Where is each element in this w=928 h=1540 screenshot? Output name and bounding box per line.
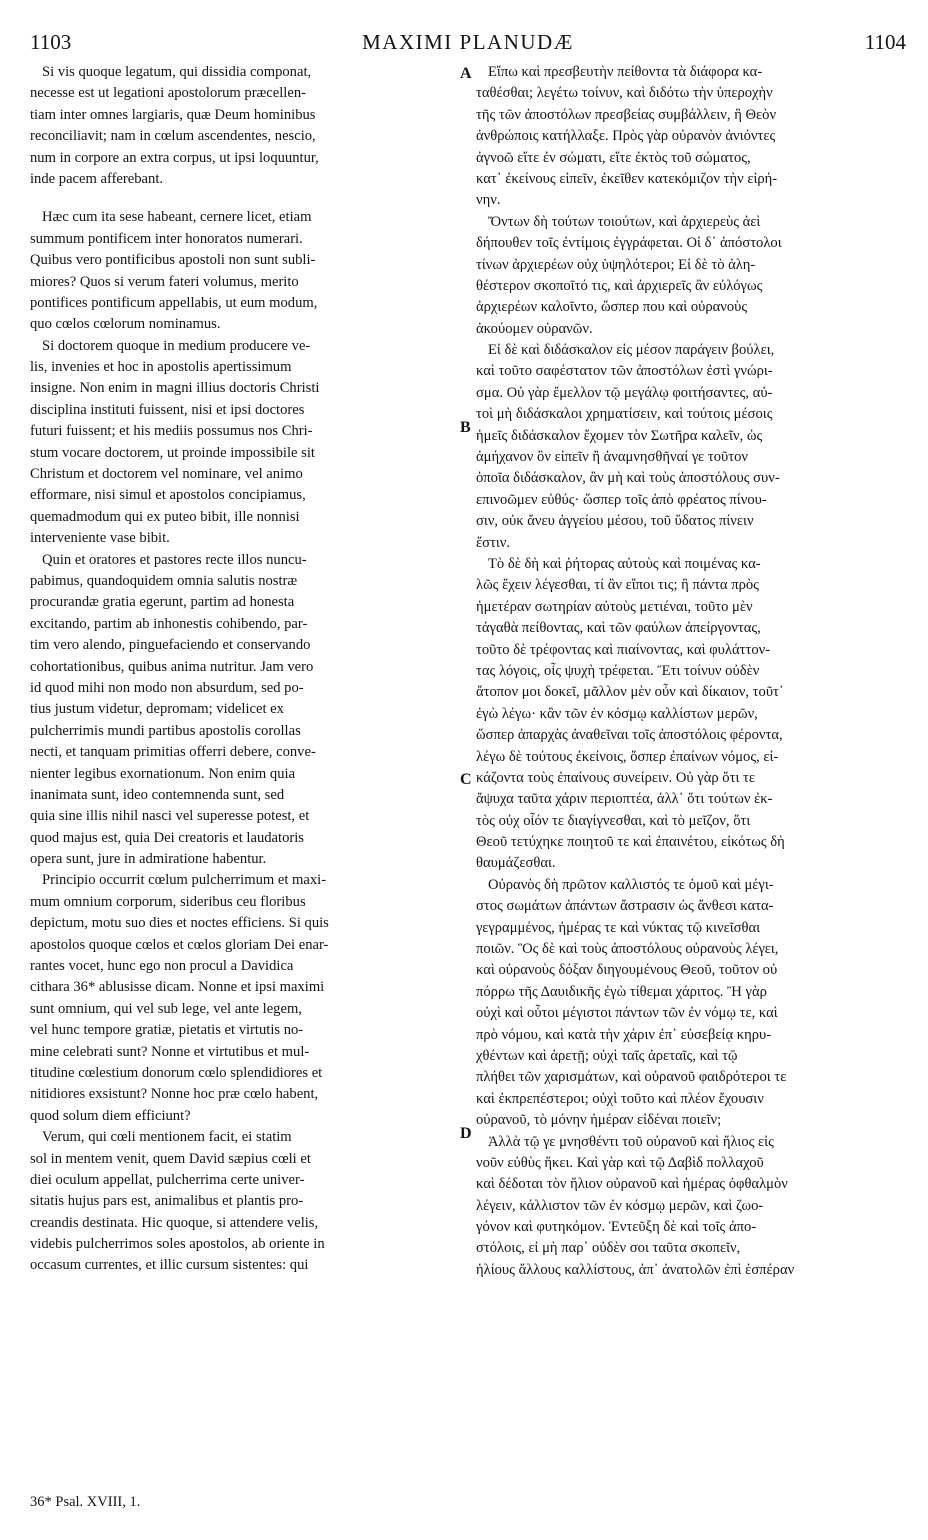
greek-text-line: χθέντων καὶ ἀρετῇ; οὐχὶ ταῖς ἀρεταῖς, καὶ τῷ (476, 1047, 738, 1064)
greek-text-line: ἐγὼ λέγω· κἂν τῶν ἐν κόσμῳ καλλίστων μερῶν, (476, 705, 758, 722)
latin-text-line: Quibus vero pontificibus apostoli non sunt subli- (30, 252, 316, 269)
latin-text-line: Hæc cum ita sese habeant, cernere licet, etiam (42, 209, 312, 226)
greek-text-line: Θεοῦ τετύχηκε ποιητοῦ τε καὶ ἐπαινέτου, εἰκότως δὴ (476, 834, 785, 851)
greek-text-line: Ἀλλὰ τῷ γε μνησθέντι τοῦ οὐρανοῦ καὶ ἥλιος εἰς (488, 1133, 774, 1150)
latin-text-line: titudine cœlestium donorum cœlo splendidiores et (30, 1064, 323, 1081)
greek-text-line: ἡλίους ἄλλους καλλίστους, ἀπ᾽ ἀνατολῶν ἐπὶ ἑσπέραν (476, 1261, 795, 1278)
greek-text-line: πόρρω τῆς Δαυιδικῆς ἐγὼ τίθεμαι χάριτος. Ἢ γὰρ (476, 983, 767, 1000)
latin-text-spacer (30, 190, 457, 207)
latin-text-line: reconciliavit; nam in cœlum ascendentes, nescio, (30, 128, 316, 145)
greek-column (476, 62, 907, 1281)
latin-text-line: sol in mentem venit, quem David sæpius cœli et (30, 1150, 311, 1167)
latin-text-line: Si doctorem quoque in medium producere ve- (42, 337, 311, 354)
latin-text-line: Christum et doctorem vel nominare, vel animo (30, 466, 303, 483)
latin-text-line: apostolos quoque cœlos et cœlos gloriam Dei enar- (30, 936, 329, 953)
latin-text-line: depictum, motu suo dies et noctes efficiens. Si quis (30, 915, 329, 932)
greek-text-line: στος σωμάτων ἁπάντων ἄστρασιν ὡς ἄνθεσι κατα- (476, 898, 774, 915)
greek-text-line: ταθέσθαι; λεγέτω τοίνυν, καὶ διδότω τὴν ὑπεροχὴν (476, 85, 773, 102)
greek-text-line: τίνων ἀρχιερέων οὐχ ὑψηλότεροι; Εἰ δὲ τὸ ἀλη- (476, 256, 756, 273)
latin-text-line: efformare, nisi simul et apostolos concipiamus, (30, 487, 306, 504)
greek-text-line: τας λόγοις, οἷς ψυχὴ τρέφεται. Ἔτι τοίνυν οὐδὲν (476, 662, 760, 679)
latin-text-line: vel hunc tempore gratiæ, pietatis et virtutis no- (30, 1022, 304, 1039)
greek-text-line: ἄτοπον μοι δοκεῖ, μᾶλλον μὲν οὖν καὶ δίκαιον, τοῦτ᾽ (476, 684, 784, 701)
greek-text-line: καὶ οὐρανοὺς δόξαν διηγουμένους Θεοῦ, τοῦτον οὐ (476, 962, 778, 979)
margin-marker-a: A (460, 65, 472, 82)
latin-text-line: cithara 36* ablusisse dicam. Nonne et ipsi maximi (30, 979, 325, 996)
latin-text-line: inde pacem afferebant. (30, 170, 164, 187)
latin-text-line: disciplina instituti fuissent, nisi et ipsi doctores (30, 401, 305, 418)
greek-text-line: τἀγαθὰ πείθοντας, καὶ τῶν φαύλων ἀπείργοντας, (476, 620, 761, 637)
latin-text-line: opera sunt, jure in admiratione habentur. (30, 851, 267, 868)
latin-text-line: tiam inter omnes largiaris, quæ Deum hominibus (30, 106, 316, 123)
greek-text-line: λῶς ἔχειν λέγεσθαι, τί ἂν εἴποι τις; ἢ πάντα πρὸς (476, 577, 759, 594)
greek-text-line: οὐρανοῦ, τὸ μόνην ἡμέραν εἰδέναι ποιεῖν; (476, 1112, 722, 1129)
greek-text-line: κατ᾽ ἐκείνους εἰπεῖν, ἐκεῖθεν κατεκόμιζον τὴν εἰρή- (476, 170, 778, 187)
greek-text-line: Εἰ δὲ καὶ διδάσκαλον εἰς μέσον παράγειν βούλει, (488, 342, 775, 359)
latin-text-line: num in corpore an extra corpus, ut ipsi loquuntur, (30, 149, 319, 166)
margin-marker-d: D (460, 1125, 472, 1142)
greek-text-line: κάζοντα τοὺς ἐπαίνους συνείρειν. Οὐ γὰρ ὅτι τε (476, 769, 756, 786)
latin-text-line: mum omnium corporum, sideribus ceu floribus (30, 893, 306, 910)
latin-text-line: sitatis hujus pars est, animalibus et plantis pro- (30, 1193, 304, 1210)
latin-text-line: nitidiores exsistunt? Nonne hoc præ cœlo habent, (30, 1086, 319, 1103)
greek-text-line: ὁποῖα διδάσκαλον, ἂν μὴ καὶ τοὺς ἀποστόλους συν- (476, 470, 780, 487)
greek-text-line: πρὸ νόμου, καὶ κατὰ τὴν χάριν ἐπ᾽ εὐσεβείᾳ κηρυ- (476, 1026, 772, 1043)
greek-text-line: ἀγνοῶ εἴτε ἐν σώματι, εἴτε ἐκτὸς τοῦ σώματος, (476, 149, 751, 166)
greek-text-line: ἀνθρώποις κατήλλαξε. Πρὸς γὰρ οὐρανὸν ἀνιόντες (476, 128, 776, 145)
latin-text-line: stum vocare doctorem, ut proinde impossibile sit (30, 444, 315, 461)
latin-text-line: videbis pulcherrimos soles apostolos, ab oriente in (30, 1236, 325, 1253)
greek-text-line: νην. (476, 192, 501, 209)
latin-text-line: necti, et tanquam primitias offerri debere, conve- (30, 744, 316, 761)
greek-text-line: σιν, οὐκ ἄνευ ἀγγείου μέσου, τοῦ ὕδατος πίνειν (476, 513, 754, 530)
greek-text-line: σμα. Οὐ γὰρ ἔμελλον τῷ μεγάλῳ φοιτήσαντες, αὐ- (476, 384, 773, 401)
latin-text-line: sunt omnium, qui vel sub lege, vel ante legem, (30, 1000, 302, 1017)
latin-text-line: pabimus, quandoquidem omnia salutis nostræ (30, 572, 298, 589)
greek-text-line: καὶ τοῦτο σαφέστατον τῶν ἀποστόλων ἐστὶ γνώρι- (476, 363, 773, 380)
latin-text-line: cohortationibus, quibus anima nutritur. Jam vero (30, 658, 314, 675)
latin-text-line: diei oculum appellat, pulcherrima certe univer- (30, 1171, 305, 1188)
latin-text-line: nienter legibus exornationum. Non enim quia (30, 765, 296, 782)
greek-text-line: τοῦτο δὲ τρέφοντας καὶ πιαίνοντας, καὶ φυλάττον- (476, 641, 771, 658)
greek-text-line: Τὸ δὲ δὴ καὶ ῥήτορας αὐτοὺς καὶ ποιμένας κα- (488, 555, 761, 572)
latin-text-line: futuri fuissent; et his mediis possumus nos Chri- (30, 423, 313, 440)
greek-text-line: πλήθει τῶν χαρισμάτων, καὶ οὐρανοῦ φαιδρότεροι τε (476, 1069, 787, 1086)
greek-text-line: γεγραμμένος, ἡμέρας τε καὶ νύκτας τῷ κινεῖσθαι (476, 919, 761, 936)
latin-text-line: tim vero alendo, pinguefaciendo et conservando (30, 637, 311, 654)
greek-text-line: ἀκούομεν οὐρανῶν. (476, 320, 593, 337)
latin-text-line: id quod mihi non modo non absurdum, sed po- (30, 679, 304, 696)
latin-text-line: Verum, qui cœli mentionem facit, ei statim (42, 1129, 292, 1146)
page-header (30, 30, 906, 54)
greek-text-line: ἄψυχα ταῦτα χάριν περιοπτέα, ἀλλ᾽ ὅτι τούτων ἐκ- (476, 791, 773, 808)
latin-text-line: quod solum diem efficiunt? (30, 1107, 191, 1124)
greek-text-line: τῆς τῶν ἀποστόλων πρεσβείας συμβάλλειν, ἣ Θεὸν (476, 106, 777, 123)
greek-text-line: θαυμάζεσθαι. (476, 855, 556, 872)
latin-text-line: Principio occurrit cœlum pulcherrimum et maxi- (42, 872, 327, 889)
latin-text-line: interveniente vase bibit. (30, 530, 170, 547)
greek-text-line: ἔστιν. (476, 534, 511, 551)
latin-text-line: pontifices pontificum appellabis, ut eum modum, (30, 294, 318, 311)
margin-marker-c: C (460, 771, 472, 788)
greek-text-line: καὶ ἐκπρεπέστεροι; οὐχὶ τοῦτο καὶ πλέον ἔχουσιν (476, 1090, 764, 1107)
latin-text-line: pulcherrimis mundi partibus apostolis corollas (30, 722, 301, 739)
latin-text-line: inanimata sunt, ideo contemnenda sunt, sed (30, 786, 285, 803)
greek-text-line: λέγω δὲ τούτους ἐκείνοις, ὅσπερ ἐπαίνων νόμος, εἰ- (476, 748, 779, 765)
greek-text-line: καὶ δέδοται τὸν ἥλιον οὐρανοῦ καὶ ἡμέρας ὀφθαλμὸν (476, 1176, 788, 1193)
greek-text-line: ἡμεῖς διδάσκαλον ἔχομεν τὸν Σωτῆρα καλεῖν, ὡς (476, 427, 763, 444)
latin-text-line: rantes vocet, hunc ego non procul a Davidica (30, 958, 294, 975)
latin-text-line: tius justum videtur, depromam; videlicet ex (30, 701, 284, 718)
latin-text-line: insigne. Non enim in magni illius doctoris Christi (30, 380, 320, 397)
greek-text-line: λέγειν, κάλλιστον τῶν ἐν κόσμῳ μερῶν, καὶ ζωο- (476, 1197, 764, 1214)
greek-text-line: τοὶ μὴ διδάσκαλοι χρηματίσειν, καὶ τούτοις μέσοις (476, 406, 773, 423)
greek-text-line: γόνον καὶ φυτηκόμον. Ἐντεῦξη δὲ καὶ τοῖς ἀπο- (476, 1219, 757, 1236)
latin-text-line: occasum currentes, et illic cursum sistentes: qui (30, 1257, 309, 1274)
latin-text-line: Quin et oratores et pastores recte illos nuncu- (42, 551, 307, 568)
latin-text-line: mine celebrati sunt? Nonne et virtutibus et mul- (30, 1043, 310, 1060)
latin-text-line: quo cœlos cœlorum nominamus. (30, 316, 221, 333)
greek-text-line: ἡμετέραν σωτηρίαν αὐτοὺς μετιέναι, τοῦτο μὲν (476, 598, 753, 615)
greek-text-line: δήπουθεν τοῖς ἐντίμοις ἐγγράφεται. Οἱ δ᾽ ἀπόστολοι (476, 235, 782, 252)
footnote: 36* Psal. XVIII, 1. (30, 1494, 141, 1510)
page-number-left: 1103 (30, 30, 72, 54)
greek-text-line: επινοῶμεν εὐθύς· ὥσπερ τοῖς ἀπὸ φρέατος πίνου- (476, 491, 767, 508)
greek-text-line: ποιῶν. Ὃς δὲ καὶ τοὺς ἀποστόλους οὐρανοὺς λέγει, (476, 941, 779, 958)
latin-text-line: summum pontificem inter honoratos numerari. (30, 230, 303, 247)
latin-text-line: miores? Quos si verum fateri volumus, merito (30, 273, 299, 290)
greek-text-line: οὐχὶ καὶ οὗτοι μέγιστοι πάντων τῶν ἐν νόμῳ τε, καὶ (476, 1005, 778, 1022)
greek-text-line: στόλοις, εἰ μὴ παρ᾽ οὐδὲν σοι ταῦτα σκοπεῖν, (476, 1240, 741, 1257)
latin-text-line: quia sine illis nihil nasci vel superesse potest, et (30, 808, 310, 825)
greek-text-line: νοῦν εὐθὺς ἥκει. Καὶ γὰρ καὶ τῷ Δαβὶδ πολλαχοῦ (476, 1154, 764, 1171)
latin-text-line: necesse est ut legationi apostolorum præcellen- (30, 85, 306, 102)
latin-text-line: lis, invenies et hoc in apostolis apertissimum (30, 359, 292, 376)
greek-text-line: Οὐρανὸς δὴ πρῶτον καλλιστός τε ὁμοῦ καὶ μέγι- (488, 876, 774, 893)
margin-marker-b: B (460, 419, 471, 436)
latin-text-line: quod majus est, quia Dei creatoris et laudatoris (30, 829, 304, 846)
latin-text-line: procurandæ gratia egerunt, partim ad honesta (30, 594, 295, 611)
greek-text-line: ὥσπερ ἀπαρχὰς ἀναθεῖναι τοῖς ἀποστόλοις φέροντα, (476, 727, 783, 744)
latin-text-line: excitando, partim ab inhonestis cohibendo, par- (30, 615, 308, 632)
greek-text-line: τὸς οὐχ οἷόν τε διαγίγνεσθαι, καὶ τὸ μεῖζον, ὅτι (476, 812, 751, 829)
running-title: MAXIMI PLANUDÆ (362, 30, 574, 54)
latin-text-line: creandis destinata. Hic quoque, si attendere velis, (30, 1214, 319, 1231)
greek-text-line: Ὄντων δὴ τούτων τοιούτων, καὶ ἀρχιερεὺς ἀεὶ (488, 213, 761, 230)
greek-text-line: ἀρχιερέων καλοῖντο, ὥσπερ που καὶ οὐρανοὺς (476, 299, 748, 316)
latin-text-line: quemadmodum qui ex puteo bibit, ille nonnisi (30, 508, 300, 525)
greek-text-line: Εἴπω καὶ πρεσβευτὴν πείθοντα τὰ διάφορα κα- (488, 64, 763, 80)
greek-text-line: θέστερον σκοποῖτό τις, καὶ ἀρχιερεῖς ἂν εὐλόγως (476, 277, 763, 294)
latin-text-line: Si vis quoque legatum, qui dissidia componat, (42, 64, 312, 80)
latin-column (30, 62, 457, 1277)
greek-text-line: ἀμήχανον ὃν εἰπεῖν ἢ ἀναμνησθῆναί γε τοῦτον (476, 449, 748, 466)
page-number-right: 1104 (864, 30, 906, 54)
